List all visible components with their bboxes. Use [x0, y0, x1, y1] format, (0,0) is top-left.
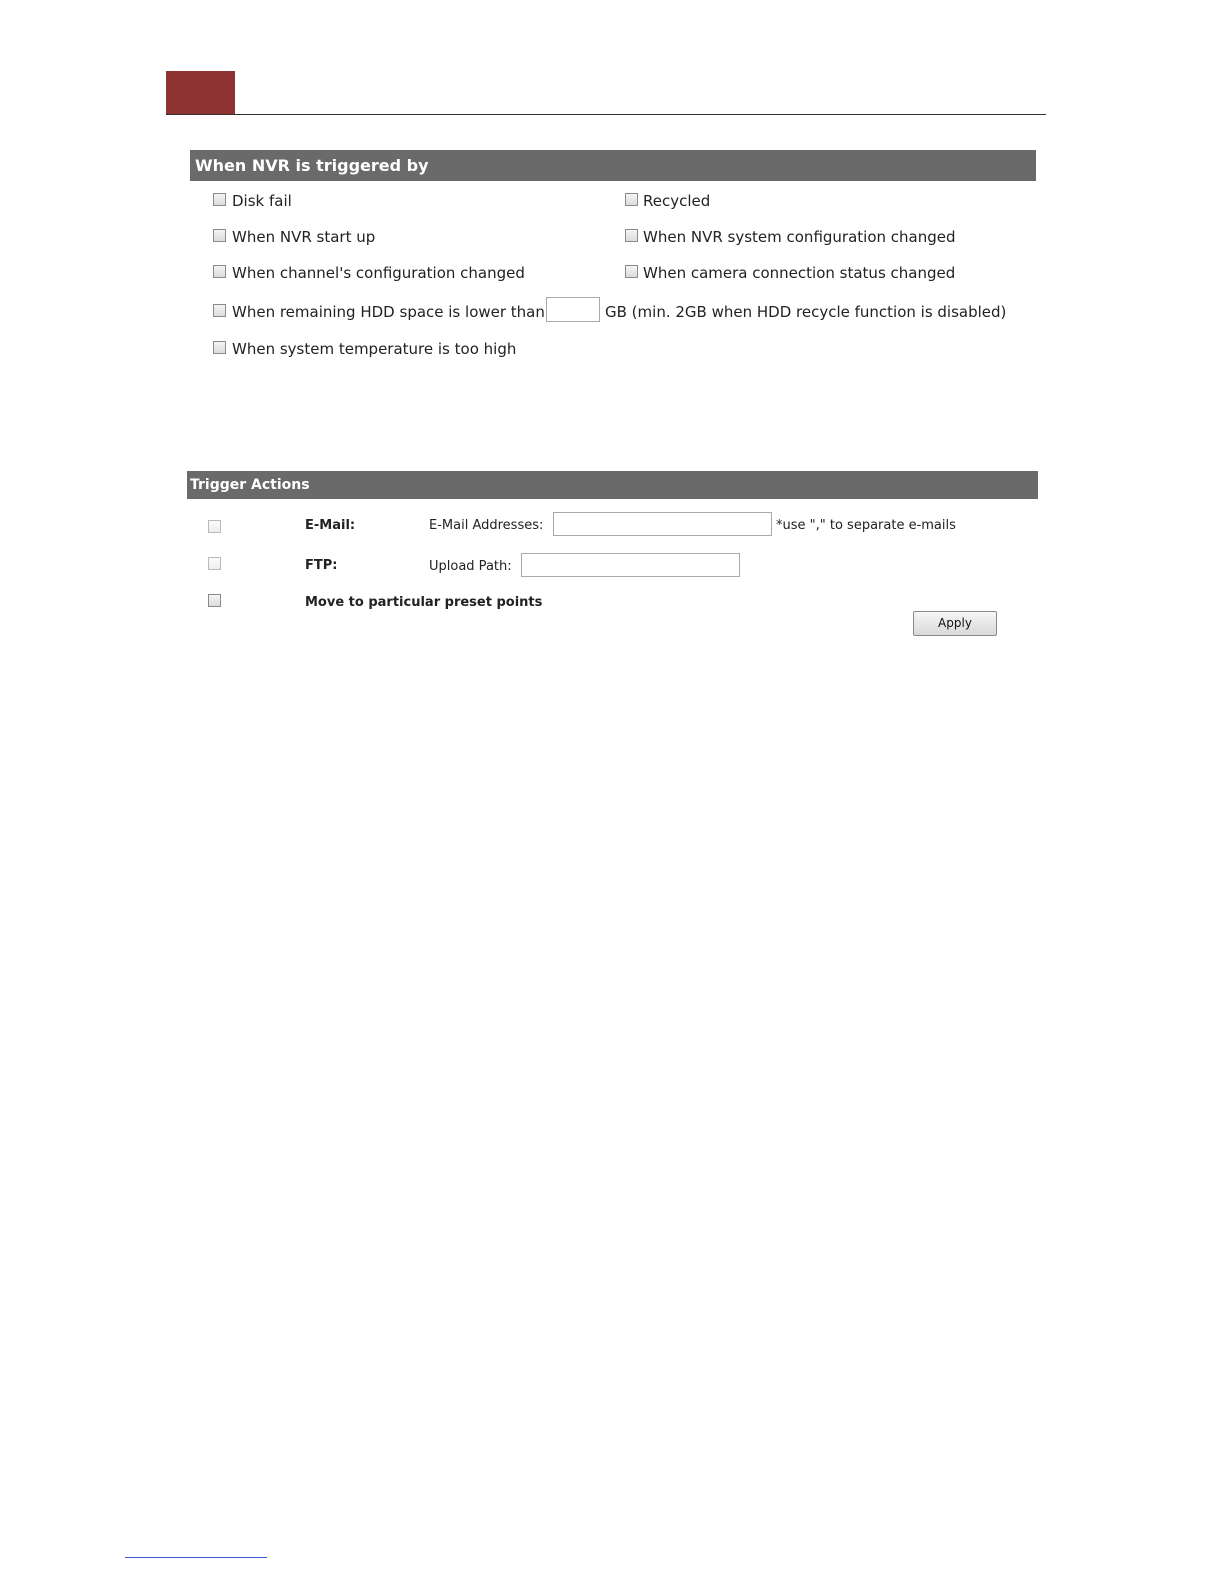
apply-button[interactable]: Apply	[913, 611, 997, 636]
preset-points-label: Move to particular preset points	[305, 595, 543, 610]
nvr-config-changed-checkbox[interactable]	[625, 229, 638, 242]
email-label: E-Mail:	[305, 518, 356, 533]
channel-config-changed-checkbox[interactable]	[213, 265, 226, 278]
email-hint: *use "," to separate e-mails	[776, 518, 956, 533]
hdd-space-note: GB (min. 2GB when HDD recycle function is disabled)	[605, 303, 1007, 321]
email-checkbox[interactable]	[208, 520, 221, 533]
email-addresses-label: E-Mail Addresses:	[429, 518, 544, 533]
footer-link-underline	[125, 1557, 267, 1558]
temperature-high-checkbox[interactable]	[213, 341, 226, 354]
header-divider	[166, 114, 1046, 115]
nvr-start-up-label: When NVR start up	[232, 228, 376, 246]
email-addresses-input[interactable]	[553, 512, 772, 536]
chapter-marker	[166, 71, 235, 115]
disk-fail-checkbox[interactable]	[213, 193, 226, 206]
disk-fail-label: Disk fail	[232, 192, 292, 210]
ftp-checkbox[interactable]	[208, 557, 221, 570]
recycled-label: Recycled	[643, 192, 711, 210]
triggers-section-header: When NVR is triggered by	[190, 150, 1036, 181]
recycled-checkbox[interactable]	[625, 193, 638, 206]
upload-path-input[interactable]	[521, 553, 740, 577]
nvr-start-up-checkbox[interactable]	[213, 229, 226, 242]
preset-points-checkbox[interactable]	[208, 594, 221, 607]
camera-status-changed-label: When camera connection status changed	[643, 264, 956, 282]
hdd-space-label: When remaining HDD space is lower than	[232, 303, 545, 321]
nvr-config-changed-label: When NVR system configuration changed	[643, 228, 956, 246]
ftp-label: FTP:	[305, 558, 338, 573]
camera-status-changed-checkbox[interactable]	[625, 265, 638, 278]
temperature-high-label: When system temperature is too high	[232, 340, 517, 358]
hdd-space-checkbox[interactable]	[213, 304, 226, 317]
channel-config-changed-label: When channel's configuration changed	[232, 264, 525, 282]
upload-path-label: Upload Path:	[429, 559, 512, 574]
hdd-space-input[interactable]	[546, 297, 600, 322]
actions-section-header: Trigger Actions	[187, 471, 1038, 499]
